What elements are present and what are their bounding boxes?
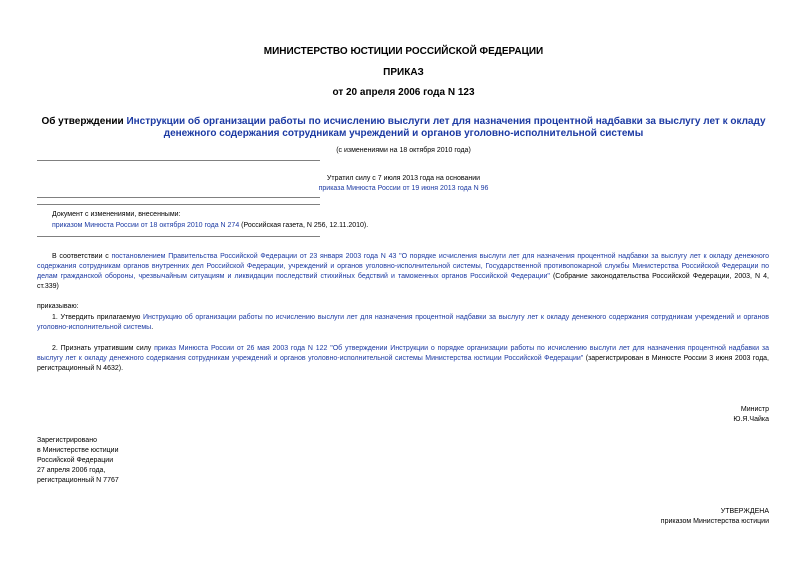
preamble-paragraph — [37, 252, 769, 292]
item-1-instruction-link[interactable]: Инструкцию об организации работы по исчислению выслуги лет для назначения процентной надбавки за выслугу лет к окладу денежного содержания сотрудникам учреждений и органов уголовно-исполнительной системы — [37, 314, 770, 331]
changes-label: Документ с изменениями, внесенными: — [52, 211, 181, 218]
item-1-text: 1. Утвердить прилагаемую — [52, 314, 144, 321]
order-word: приказываю: — [37, 303, 79, 310]
document-date-number: от 20 апреля 2006 года N 123 — [332, 87, 475, 98]
ministry-heading: МИНИСТЕРСТВО ЮСТИЦИИ РОССИЙСКОЙ ФЕДЕРАЦИИ — [263, 46, 544, 57]
approved-label: УТВЕРЖДЕНА — [720, 508, 769, 515]
signature-position: Министр — [740, 406, 769, 413]
registration-line: в Министерстве юстиции — [37, 447, 119, 454]
government-decree-link[interactable]: постановлением Правительства Российской Федерации от 23 января 2003 года N 43 "О порядке исчисления выслуги лет для назначения процентной надбавки за выслугу лет к окладу денежного содержания сотрудникам органов внутренних дел Российской Федерации, учреждений и органов уголовно-исполнительной системы, Государственной противопожарной службы Министерства Российской Федерации по делам гражданской обороны, чрезвычайным ситуациям и ликвидации последствий стихийных бедствий и таможенных органов Российской Федерации" — [37, 253, 770, 280]
registration-block — [37, 436, 119, 486]
approved-by: приказом Министерства юстиции — [660, 518, 769, 525]
preamble-source: (Собрание законодательства Российской Федерации, 2003, N 4, ст.339) — [37, 273, 769, 290]
registration-line: Российской Федерации — [37, 457, 114, 464]
status-text: Утратил силу с 7 июля 2013 года на основании — [326, 175, 481, 182]
status-repeal-link[interactable]: приказа Минюста России от 19 июня 2013 года N 96 — [318, 185, 489, 192]
divider — [37, 236, 320, 237]
title-instruction-link[interactable]: Инструкции об организации работы по исчислению выслуги лет для назначения процентной надбавки за выслугу лет к окладу денежного содержания сотрудникам учреждений и органов уголовно-исполнительной системы — [126, 116, 766, 139]
item-2-paragraph — [37, 344, 769, 374]
item-2-registration: (зарегистрирован в Минюсте России 3 июня 2003 года, регистрационный N 4632). — [37, 355, 769, 372]
changes-order-link[interactable]: приказом Минюста России от 18 октября 2010 года N 274 — [52, 222, 240, 229]
signature-name: Ю.Я.Чайка — [733, 416, 769, 423]
amendment-note: (с изменениями на 18 октября 2010 года) — [336, 147, 471, 154]
item-1-end: . — [151, 324, 154, 331]
document-title — [40, 116, 767, 140]
divider — [37, 204, 320, 205]
item-2-text: 2. Признать утратившим силу — [52, 345, 155, 352]
divider — [37, 197, 320, 198]
registration-line: Зарегистрировано — [37, 437, 97, 444]
item-1-paragraph — [37, 313, 769, 333]
changes-line — [52, 221, 767, 231]
preamble-text: В соответствии с — [52, 253, 112, 260]
changes-source: (Российская газета, N 256, 12.11.2010). — [239, 222, 369, 229]
approved-stamp — [661, 507, 769, 527]
title-prefix: Об утверждении — [41, 116, 127, 127]
registration-line: 27 апреля 2006 года, — [37, 467, 106, 474]
registration-line: регистрационный N 7767 — [37, 477, 119, 484]
document-type: ПРИКАЗ — [383, 67, 424, 78]
divider — [37, 160, 320, 161]
item-2-repealed-order-link[interactable]: приказ Минюста России от 26 мая 2003 года N 122 "Об утверждении Инструкции о порядке организации работы по исчислению выслуги лет для назначения процентной надбавки за выслугу лет к окладу денежного содержания сотрудникам учреждений и органов уголовно-исполнительной системы Министерства юстиции Российской Федерации" — [37, 345, 769, 362]
